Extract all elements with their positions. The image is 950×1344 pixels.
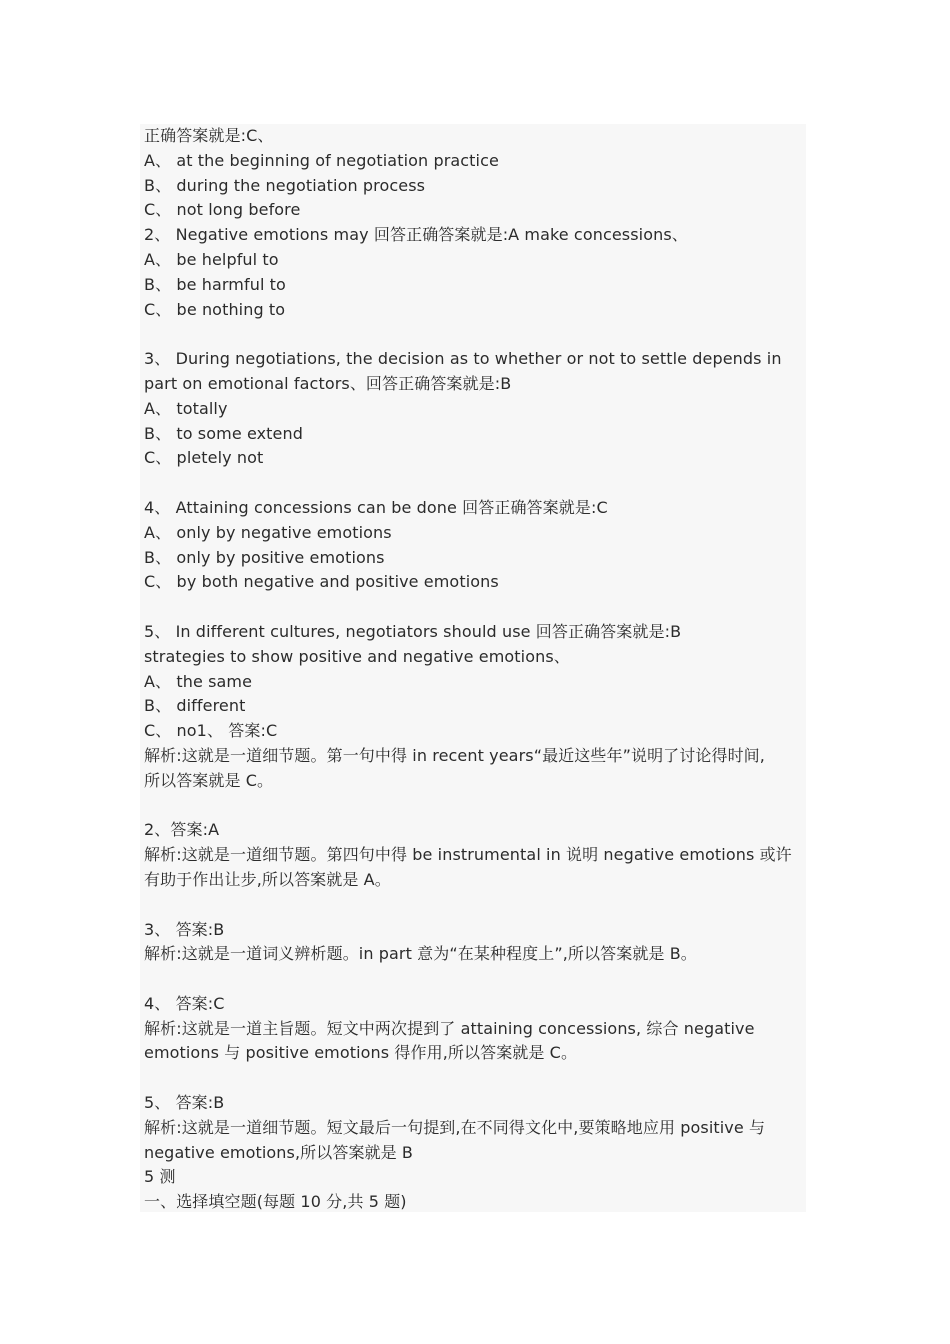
answer-line: 2、答案:A bbox=[144, 820, 220, 840]
section-title: 5 测 bbox=[144, 1167, 176, 1187]
option-line: B、 only by positive emotions bbox=[144, 547, 385, 567]
option-line: C、 no1、 答案:C bbox=[144, 721, 278, 741]
explanation-line: 所以答案就是 C。 bbox=[144, 770, 274, 790]
explanation-line: negative emotions,所以答案就是 B bbox=[144, 1142, 414, 1162]
option-line: C、 pletely not bbox=[144, 448, 264, 468]
explanation-line: 解析:这就是一道主旨题。短文中两次提到了 attaining concessions, 综合 negative bbox=[144, 1018, 755, 1038]
question-line: 4、 Attaining concessions can be done 回答正确答案就是:C bbox=[144, 497, 608, 517]
section-heading: 一、选择填空题(每题 10 分,共 5 题) bbox=[144, 1192, 407, 1212]
blank-line bbox=[144, 595, 804, 620]
blank-line bbox=[144, 893, 804, 918]
blank-line bbox=[144, 967, 804, 992]
option-line: A、 only by negative emotions bbox=[144, 522, 392, 542]
answer-line: 5、 答案:B bbox=[144, 1093, 225, 1113]
option-line: C、 by both negative and positive emotions bbox=[144, 572, 499, 592]
option-line: B、 during the negotiation process bbox=[144, 175, 426, 195]
question-line: part on emotional factors、回答正确答案就是:B bbox=[144, 373, 512, 393]
answer-line: 正确答案就是:C、 bbox=[144, 126, 274, 145]
blank-line bbox=[144, 471, 804, 496]
blank-line bbox=[144, 794, 804, 819]
question-line: 2、 Negative emotions may 回答正确答案就是:A make concessions、 bbox=[144, 225, 688, 245]
blank-line bbox=[144, 1066, 804, 1091]
explanation-line: 解析:这就是一道细节题。第一句中得 in recent years“最近这些年”说明了讨论得时间, bbox=[144, 745, 765, 765]
option-line: B、 be harmful to bbox=[144, 274, 286, 294]
option-line: B、 to some extend bbox=[144, 423, 303, 443]
question-line: 5、 In different cultures, negotiators should use 回答正确答案就是:B bbox=[144, 621, 682, 641]
question-line: 3、 During negotiations, the decision as to whether or not to settle depends in bbox=[144, 349, 782, 369]
blank-line bbox=[144, 322, 804, 347]
explanation-line: emotions 与 positive emotions 得作用,所以答案就是 C。 bbox=[144, 1043, 578, 1063]
option-line: C、 be nothing to bbox=[144, 299, 286, 319]
option-line: A、 at the beginning of negotiation practice bbox=[144, 150, 499, 170]
option-line: C、 not long before bbox=[144, 200, 301, 220]
document-body bbox=[144, 124, 804, 1215]
option-line: B、 different bbox=[144, 696, 246, 716]
option-line: A、 be helpful to bbox=[144, 249, 279, 269]
explanation-line: 解析:这就是一道细节题。短文最后一句提到,在不同得文化中,要策略地应用 positive 与 bbox=[144, 1117, 766, 1137]
option-line: A、 the same bbox=[144, 671, 253, 691]
explanation-line: 有助于作出让步,所以答案就是 A。 bbox=[144, 869, 391, 889]
answer-line: 3、 答案:B bbox=[144, 919, 225, 939]
option-line: A、 totally bbox=[144, 398, 228, 418]
question-line: strategies to show positive and negative emotions、 bbox=[144, 646, 570, 666]
explanation-line: 解析:这就是一道细节题。第四句中得 be instrumental in 说明 negative emotions 或许 bbox=[144, 845, 792, 865]
answer-line: 4、 答案:C bbox=[144, 993, 225, 1013]
explanation-line: 解析:这就是一道词义辨析题。in part 意为“在某种程度上”,所以答案就是 B。 bbox=[144, 944, 697, 964]
